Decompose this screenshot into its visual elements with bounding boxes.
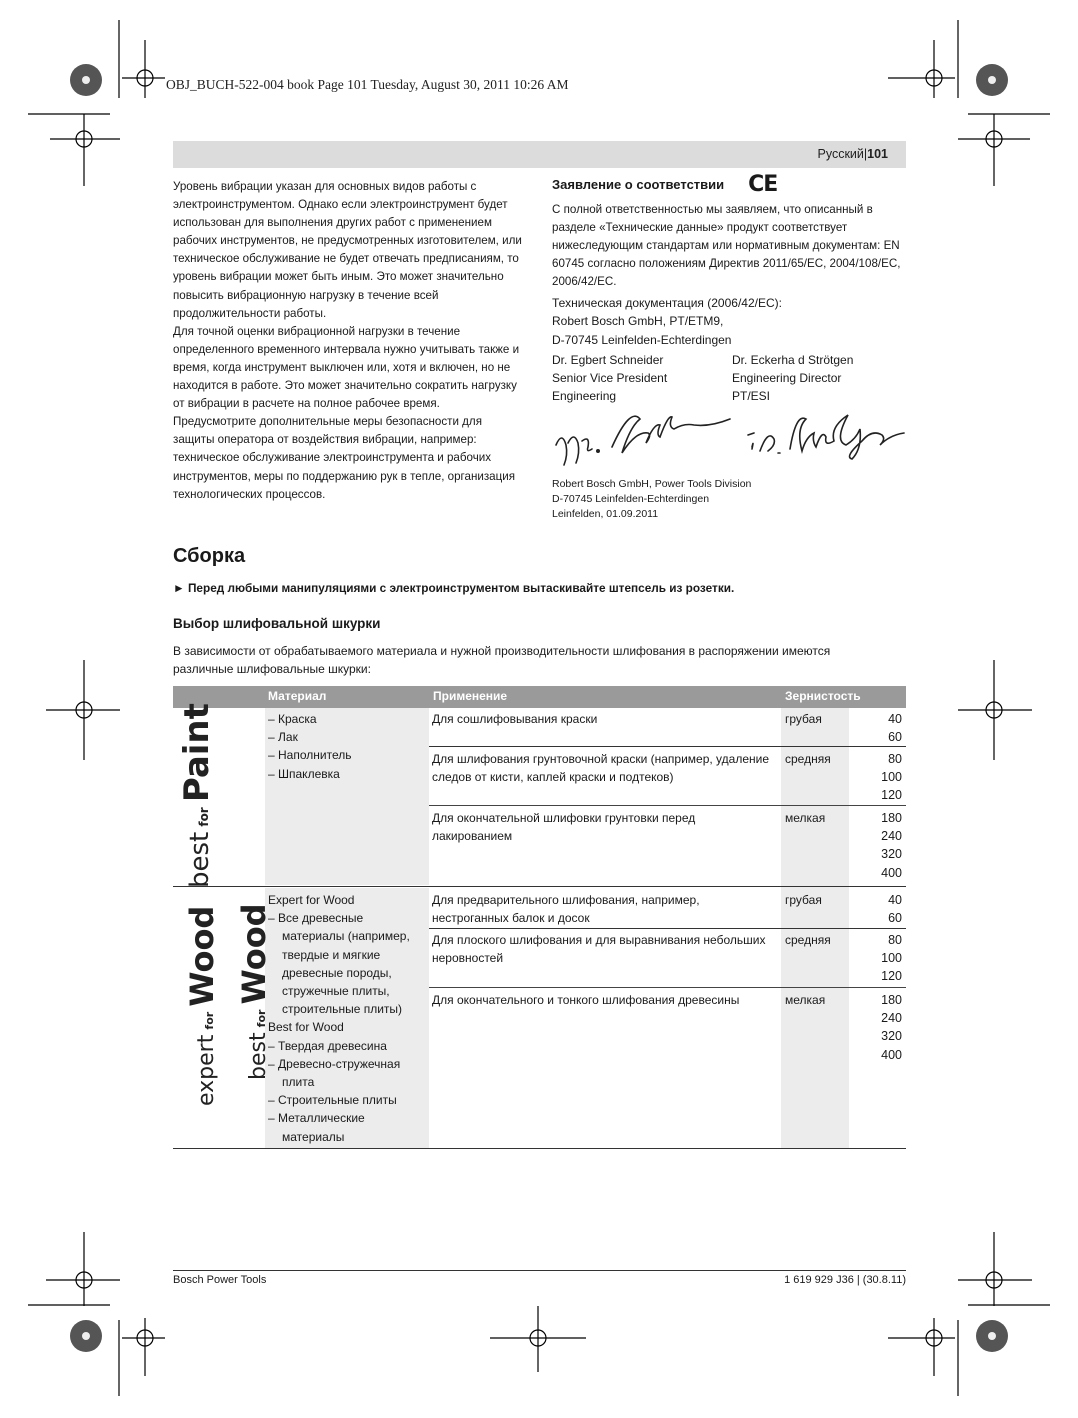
page-header-bar xyxy=(173,141,906,168)
wood-row-3-application: Для окончательного и тонкого шлифования древесины xyxy=(432,993,740,1007)
declaration-block xyxy=(552,172,912,522)
subsection-title: Выбор шлифовальной шкурки xyxy=(173,616,381,631)
wood-row-1-grade: грубая xyxy=(785,893,822,907)
wood-row-2-grits: 80 100 120 xyxy=(881,933,902,984)
paint-row-3-application: Для окончательной шлифовки грунтовки перед лакированием xyxy=(432,811,696,844)
wood-row-3-grade: мелкая xyxy=(785,993,826,1007)
intro-paragraph: В зависимости от обрабатываемого материала и нужной производительности шлифования в распоряжении имеются различные шлифовальные шкурки: xyxy=(173,644,831,676)
wood-row-2-application: Для плоского шлифования и для выравнивания небольших неровностей xyxy=(432,933,766,966)
tech-doc-line: Техническая документация (2006/42/EC): xyxy=(552,296,782,311)
declaration-paragraph: С полной ответственностью мы заявляем, что описанный в разделе «Технические данные» продукт соответствует нижеследующим стандартам или нормативным документам: EN 60745 согласно положениям Директив 2011/65/EC, 2004/108/EC, 2006/42/EC. xyxy=(552,203,901,289)
header-separator: | xyxy=(863,147,868,161)
best-for-paint-logo: best for Paint xyxy=(177,703,217,888)
print-header: OBJ_BUCH-522-004 book Page 101 Tuesday, August 30, 2011 10:26 AM xyxy=(166,77,569,92)
tech-doc-line: D-70745 Leinfelden-Echterdingen xyxy=(552,332,732,347)
signer-2 xyxy=(732,351,912,406)
signer-dept: PT/ESI xyxy=(732,389,771,404)
signers xyxy=(552,351,912,406)
header-grain: Зернистость xyxy=(785,689,861,703)
paint-row-2-application: Для шлифования грунтовочной краски (например, удаление следов от кисти, каплей краски и подтеков) xyxy=(432,752,770,785)
signer-name: Dr. Egbert Schneider xyxy=(552,352,664,367)
wood-row-1-grits: 40 60 xyxy=(888,893,902,926)
list-item: – Краска xyxy=(268,710,428,728)
paint-row-3-grits: 180 240 320 400 xyxy=(881,811,902,880)
signer-1 xyxy=(552,351,732,406)
list-item: – Шпаклевка xyxy=(268,765,428,783)
list-item: – Наполнитель xyxy=(268,746,428,764)
address-line: D-70745 Leinfelden-Echterdingen xyxy=(552,493,710,506)
wood-materials xyxy=(268,891,428,1146)
expert-label: Expert for Wood xyxy=(268,893,355,907)
ce-mark-icon: CE xyxy=(748,172,778,197)
declaration-heading: Заявление о соответствии xyxy=(552,177,725,192)
paint-row-2-grade: средняя xyxy=(785,752,831,766)
paint-row-2-grits: 80 100 120 xyxy=(881,752,902,803)
footer-brand: Bosch Power Tools xyxy=(173,1274,267,1286)
tech-doc-line: Robert Bosch GmbH, PT/ETM9, xyxy=(552,314,724,329)
list-item: – Лак xyxy=(268,728,428,746)
paint-row-1-grade: грубая xyxy=(785,712,822,726)
signatures xyxy=(552,405,912,477)
best-for-wood-logo: best for Wood xyxy=(235,903,273,1080)
paragraph: Уровень вибрации указан для основных видов работы с электроинструментом. Однако если электроинструмент будет использован для выполнения других работ с применением рабочих инструментов, не предусмотренных изготовителем, или техническое обслуживание не будет отвечать предписаниям, то уровень вибрации может быть иным. Это может значительно повысить вибрационную нагрузку в течение всей продолжительности работы. xyxy=(173,180,522,320)
wood-row-3-grits: 180 240 320 400 xyxy=(881,993,902,1062)
header-application: Применение xyxy=(433,689,508,703)
section-title: Сборка xyxy=(173,545,246,567)
header-language: Русский xyxy=(817,147,864,161)
header-material: Материал xyxy=(268,689,327,703)
group-divider xyxy=(173,886,906,887)
address-block xyxy=(552,477,912,522)
address-line: Robert Bosch GmbH, Power Tools Division xyxy=(552,478,752,491)
table-header xyxy=(173,686,906,708)
address-line: Leinfelden, 01.09.2011 xyxy=(552,508,659,521)
list-item: – Строительные плиты xyxy=(268,1091,428,1109)
row-divider xyxy=(429,805,906,806)
wood-row-1-application: Для предварительного шлифования, например, нестроганных балок и досок xyxy=(432,893,700,926)
table-bottom-rule xyxy=(173,1148,906,1149)
paragraph: Для точной оценки вибрационной нагрузки в течение определенного временного интервала нужно учитывать также и время, когда инструмент выключен или, хотя и включен, но не находится в работе. Это может значительно сократить нагрузку от вибрации в расчете на полное рабочее время. xyxy=(173,324,520,411)
paint-row-1-application: Для сошлифовывания краски xyxy=(432,712,598,726)
declaration-title xyxy=(552,172,912,197)
list-item: – Древесно-стружечная плита xyxy=(268,1055,428,1091)
row-divider xyxy=(429,987,906,988)
signer-name: Dr. Eckerha d Strötgen xyxy=(732,352,854,367)
signer-dept: Engineering xyxy=(552,389,617,404)
paragraph: Предусмотрите дополнительные меры безопасности для защиты оператора от воздействия вибрации, например: техническое обслуживание электроинструмента и рабочих инструментов, меры по поддержанию рук в тепле, организация технологических процессов. xyxy=(173,415,515,501)
list-item: – Все древесные материалы (например, твердые и мягкие древесные породы, стружечные плиты, строительные плиты) xyxy=(268,909,428,1018)
list-item: – Твердая древесина xyxy=(268,1037,428,1055)
best-label: Best for Wood xyxy=(268,1020,344,1035)
footer-rule xyxy=(173,1270,906,1271)
signer-title: Engineering Director xyxy=(732,371,842,386)
paint-row-1-grits: 40 60 xyxy=(888,712,902,745)
page-header-text xyxy=(818,147,889,161)
paint-materials xyxy=(268,710,428,783)
vibration-text xyxy=(173,178,525,504)
footer-doc-number: 1 619 929 J36 | (30.8.11) xyxy=(784,1274,906,1286)
list-item: – Металлические материалы xyxy=(268,1109,428,1145)
page-number: 101 xyxy=(867,147,888,161)
signer-title: Senior Vice President xyxy=(552,371,668,386)
expert-for-wood-logo: expert for Wood xyxy=(183,905,221,1106)
safety-warning: ► Перед любыми манипуляциями с электроинструментом вытаскивайте штепсель из розетки. xyxy=(173,581,735,595)
wood-row-2-grade: средняя xyxy=(785,933,831,947)
row-divider xyxy=(429,928,906,929)
row-divider xyxy=(429,746,906,747)
paint-row-3-grade: мелкая xyxy=(785,811,826,825)
